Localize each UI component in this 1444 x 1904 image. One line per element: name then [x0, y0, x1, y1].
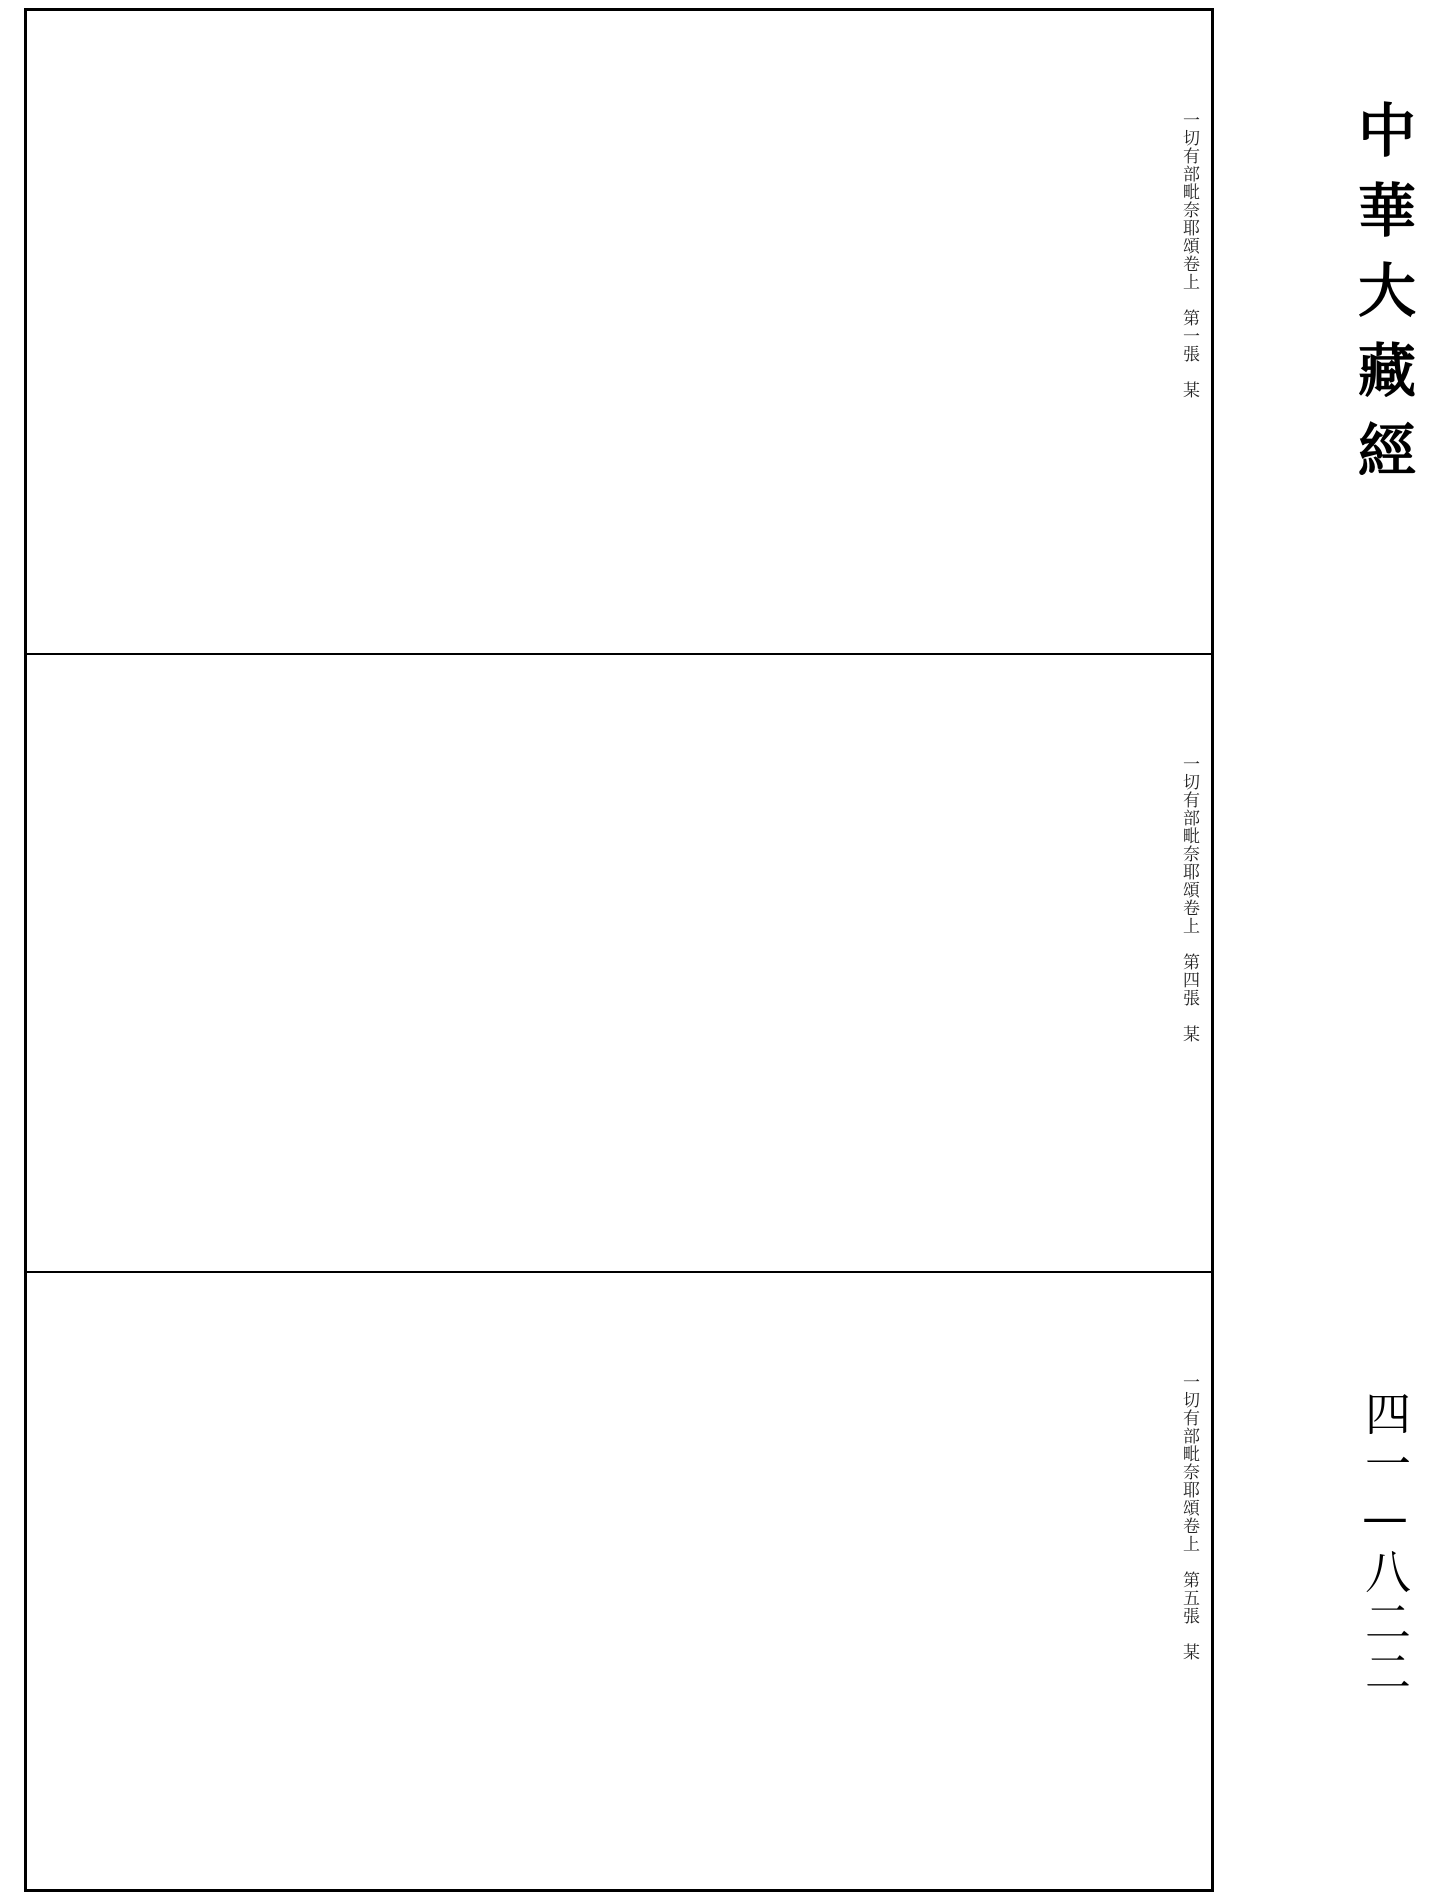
running-header: 一切有部毗奈耶頌卷上 第四張 某 — [1179, 755, 1199, 1043]
running-header: 一切有部毗奈耶頌卷上 第一張 某 — [1179, 111, 1199, 399]
page-number: 四一—八二二 — [1358, 1390, 1412, 1698]
text-panel-2 — [27, 653, 1211, 1271]
column-group — [65, 21, 1191, 643]
column-group — [65, 665, 1191, 1261]
page-frame — [24, 8, 1214, 1892]
column-group — [65, 1283, 1191, 1879]
text-panel-1 — [27, 11, 1211, 653]
text-panel-3 — [27, 1271, 1211, 1889]
collection-title: 中華大藏經 — [1348, 100, 1416, 500]
running-header: 一切有部毗奈耶頌卷上 第五張 某 — [1179, 1373, 1199, 1661]
